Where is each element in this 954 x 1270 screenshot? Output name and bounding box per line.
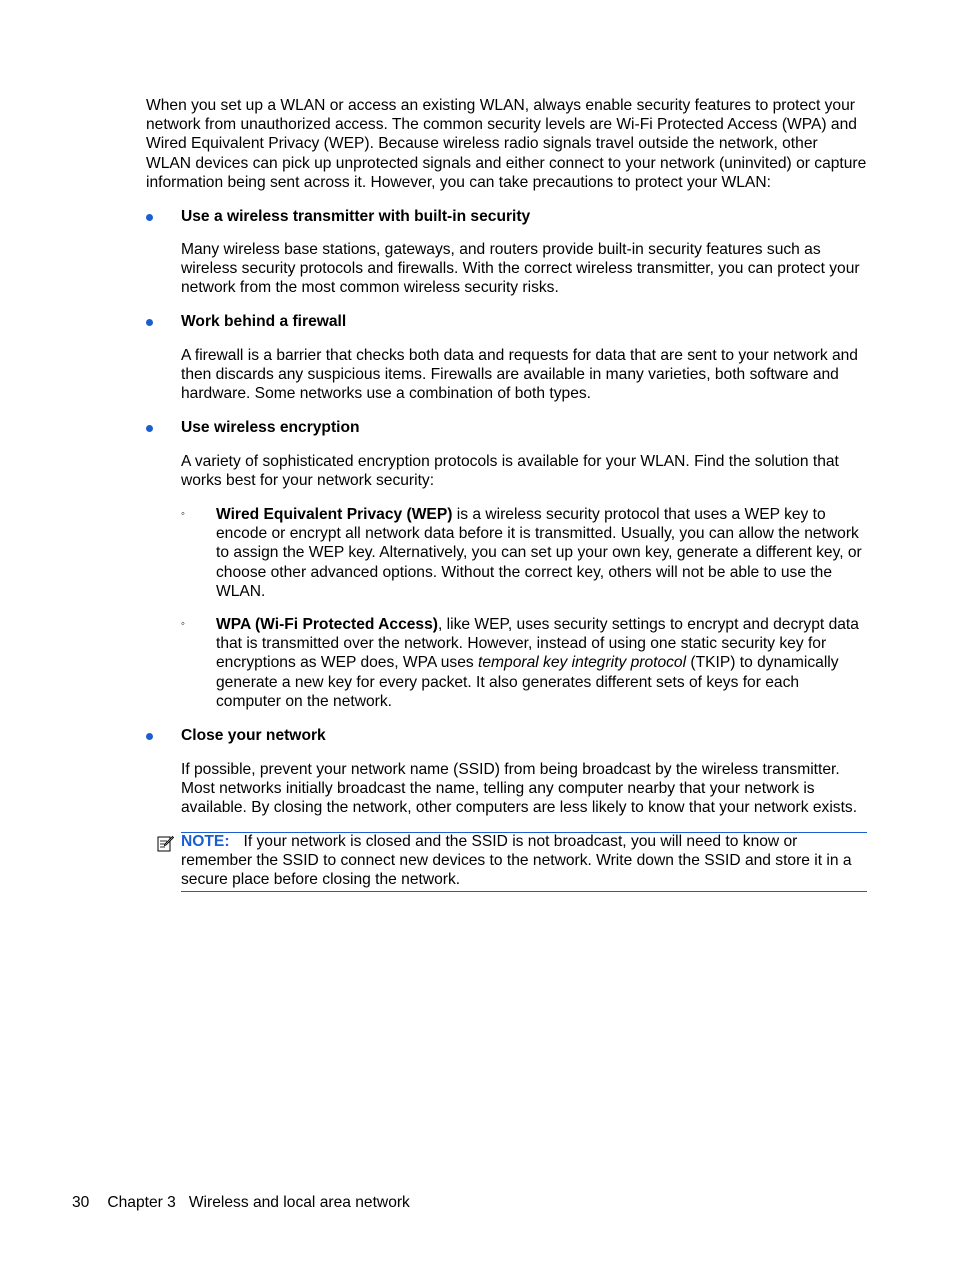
note-body: If your network is closed and the SSID is not broadcast, you will need to know or remember the SSID to connect new devices to the network. Write down the SSID and store it in a secure place before closing the network. [181, 833, 852, 889]
sub-item-term: WPA (Wi-Fi Protected Access) [216, 616, 438, 633]
bullet-dot-icon [146, 425, 153, 432]
bullet-title: Use wireless encryption [181, 419, 360, 436]
intro-paragraph: When you set up a WLAN or access an existing WLAN, always enable security features to protect your network from unauthorized access. The common security levels are Wi-Fi Protected Access (WPA) and Wired Equivalent Privacy (WEP). Because wireless radio signals travel outside the network, other WLAN devices can pick up unprotected signals and either connect to your network (uninvited) or capture information being sent across it. However, you can take precautions to protect your WLAN: [146, 97, 867, 191]
sub-item-term: Wired Equivalent Privacy (WEP) [216, 506, 453, 523]
page-footer [72, 1193, 410, 1212]
note-label: NOTE: [181, 833, 230, 850]
sub-item-emphasis: temporal key integrity protocol [478, 654, 687, 672]
sub-item-text [216, 505, 867, 601]
bullet-title: Close your network [181, 727, 326, 744]
sub-item-description: is a wireless security protocol that uses a WEP key to encode or encrypt all network data before it is transmitted. Usually, you can allow the network to assign the WEP key. Alternatively, you can set up your own key, generate a different key, or choose other advanced options. Without the correct key, others will not be able to use the WLAN. [216, 506, 862, 600]
chapter-label: Chapter 3 [107, 1194, 176, 1211]
bullet-dot-icon [146, 319, 153, 326]
sub-item-description-end: (TKIP) to dynamically generate a new key for every packet. It also generates different sets of keys for each computer on the network. [216, 654, 839, 710]
page-number: 30 [72, 1194, 90, 1211]
bullet-body: A firewall is a barrier that checks both data and requests for data that are sent to your network and then discards any suspicious items. Firewalls are available in many varieties, both software and hardware. Some networks use a combination of both types. [181, 347, 858, 403]
note-pencil-icon [157, 835, 174, 852]
sub-item-description: , like WEP, uses security settings to encrypt and decrypt data that is transmitted over the network. However, instead of using one static security key for encryptions as WEP does, WPA uses [216, 616, 859, 672]
bullet-dot-icon [146, 214, 153, 221]
circle-bullet-icon: ◦ [181, 508, 185, 520]
bullet-dot-icon [146, 733, 153, 740]
bullet-body: Many wireless base stations, gateways, and routers provide built-in security features such as wireless security protocols and firewalls. With the correct wireless transmitter, you can protect your network from the most common wireless security risks. [181, 241, 860, 297]
note-text [181, 832, 867, 890]
bullet-title: Use a wireless transmitter with built-in security [181, 208, 531, 225]
bullet-body: A variety of sophisticated encryption protocols is available for your WLAN. Find the solution that works best for your network security: [181, 453, 839, 490]
sub-item-text [216, 615, 867, 711]
bullet-title: Work behind a firewall [181, 313, 347, 330]
chapter-title: Wireless and local area network [188, 1194, 410, 1211]
bullet-body: If possible, prevent your network name (SSID) from being broadcast by the wireless transmitter. Most networks initially broadcast the name, telling any computer nearby that your network is available. By closing the network, other computers are less likely to know that your network exists. [181, 761, 858, 817]
circle-bullet-icon: ◦ [181, 618, 185, 630]
